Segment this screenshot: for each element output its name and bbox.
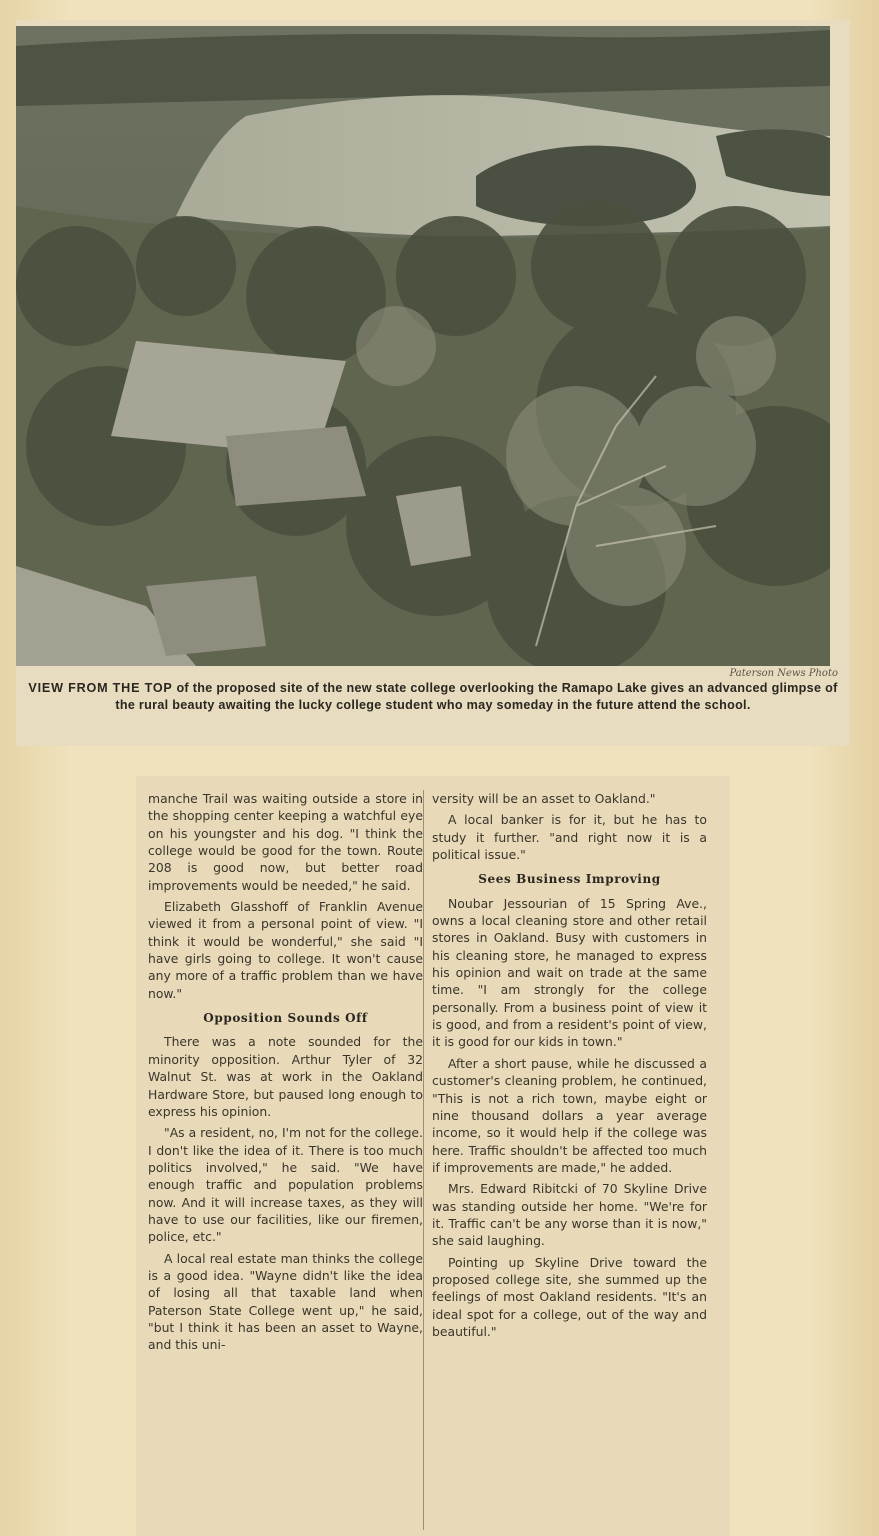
article-column-right (432, 790, 707, 1340)
article-paragraph: A local real estate man thinks the college is a good idea. "Wayne didn't like the idea of losing all that taxable land when Paterson State College went up," he said, "but I think it has been an asset to Wayne, and this uni- (148, 1250, 423, 1353)
subheading: Sees Business Improving (478, 872, 661, 887)
article-paragraph: Mrs. Edward Ribitcki of 70 Skyline Drive was standing outside her home. "We're for it. Traffic can't be any worse than it is now," she said laughing. (432, 1181, 707, 1249)
article-paragraph: A local banker is for it, but he has to study it further. "and right now it is a political issue." (432, 812, 707, 863)
article-paragraph: "As a resident, no, I'm not for the college. I don't like the idea of it. There is too much politics involved," he said. "We have enough traffic and population problems now. And it will increase taxes, as they will have to use our facilities, like our firemen, police, etc." (148, 1125, 423, 1245)
caption-lead: VIEW FROM THE TOP (28, 681, 173, 695)
article-paragraph: After a short pause, while he discussed a customer's cleaning problem, he continued, "This is not a rich town, maybe eight or nine thousand dollars a year average income, so it would help if the college was here. Traffic shouldn't be affected too much if improvements are made," he added. (432, 1055, 707, 1175)
article-paragraph: Pointing up Skyline Drive toward the proposed college site, she summed up the feelings of most Oakland residents. "It's an ideal spot for a college, out of the way and beautiful." (432, 1254, 707, 1339)
article-clipping (136, 776, 730, 1536)
article-column-left (148, 790, 423, 1354)
caption-body: of the proposed site of the new state college overlooking the Ramapo Lake gives an advanced glimpse of the rural beauty awaiting the lucky college student who may someday in the future attend the school. (115, 681, 838, 712)
photo-caption (24, 680, 842, 714)
subheading: Opposition Sounds Off (203, 1011, 368, 1026)
photo-clipping (16, 20, 850, 746)
photo-credit: Paterson News Photo (729, 668, 838, 679)
article-paragraph: versity will be an asset to Oakland." (432, 791, 656, 806)
landscape-photo (16, 26, 830, 666)
article-paragraph: Noubar Jessourian of 15 Spring Ave., owns a local cleaning store and other retail stores in Oakland. Busy with customers in his cleaning store, he managed to express his opinion and wait on trade at the same time. "I am strongly for the college personally. From a business point of view it is good, and from a resident's point of view, it is good for our kids in town." (432, 895, 707, 1050)
article-paragraph: manche Trail was waiting outside a store in the shopping center keeping a watchful eye on his youngster and his dog. "I think the college would be good for the town. Route 208 is good now, but better road improvements would be needed," he said. (148, 791, 423, 893)
column-divider (423, 790, 424, 1530)
article-paragraph: There was a note sounded for the minority opposition. Arthur Tyler of 32 Walnut St. was at work in the Oakland Hardware Store, but paused long enough to express his opinion. (148, 1034, 423, 1119)
article-paragraph: Elizabeth Glasshoff of Franklin Avenue viewed it from a personal point of view. "I think it would be wonderful," she said "I have girls going to college. It won't cause any more of a traffic problem than we have now." (148, 899, 423, 1001)
